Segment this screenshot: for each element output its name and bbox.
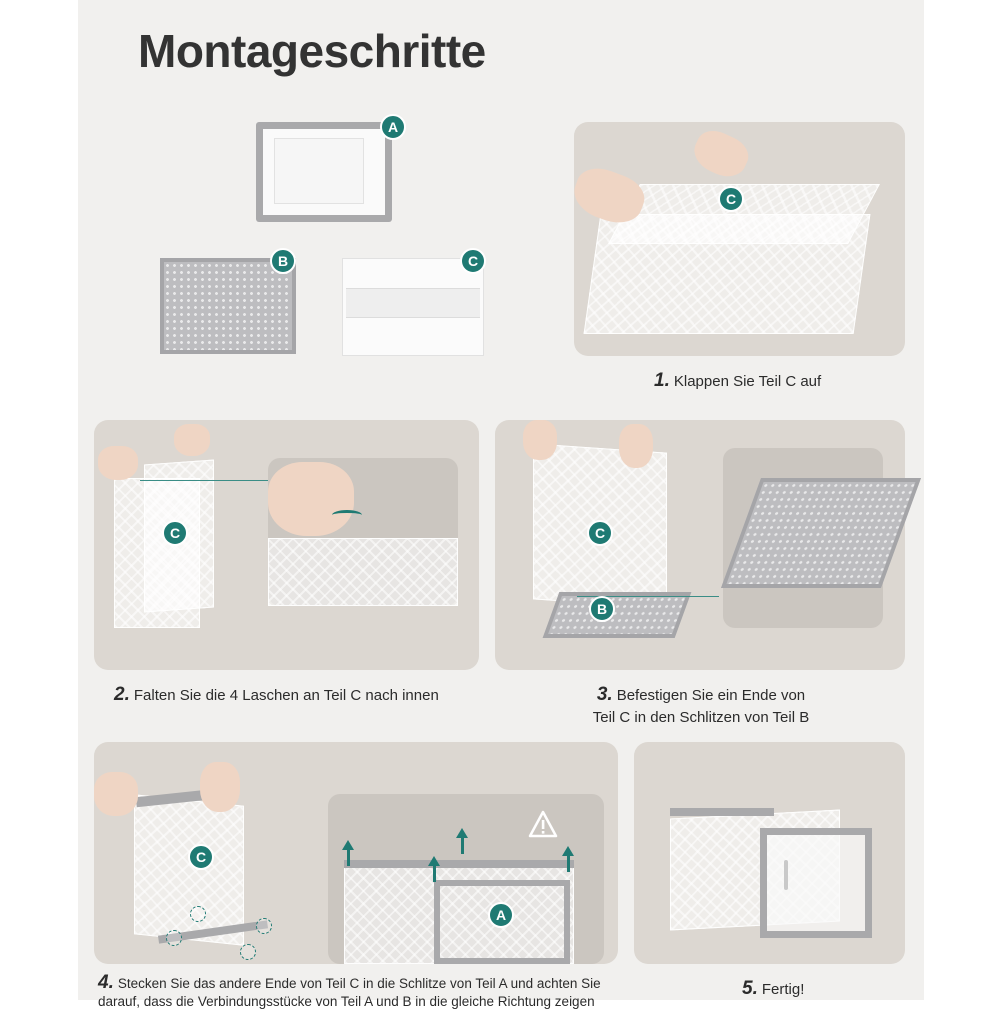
step3-caption [576,684,826,729]
part-c-badge: C [460,248,486,274]
hand-left [98,446,138,480]
step2-caption [114,684,439,707]
instruction-sheet [78,0,924,1009]
part-a-illustration [256,119,399,222]
step4-badge-a: A [488,902,514,928]
step5-panel [634,742,905,964]
step5-text: Fertig! [761,981,805,998]
hand-right [200,762,240,812]
page-title: Montageschritte [138,25,486,77]
step1-caption [654,370,821,393]
step4-text-line2: darauf, dass die Verbindungsstücke von Teil A und B in die gleiche Richtung zeigen [98,994,595,1009]
step2-detail-inset [268,458,458,606]
step2-text: Falten Sie die 4 Laschen an Teil C nach innen [133,687,439,704]
step1-text: Klappen Sie Teil C auf [673,373,822,390]
step5-number: 5. [742,978,758,999]
hand-left [94,772,138,816]
step4-text-line1: Stecken Sie das andere Ende von Teil C in die Schlitze von Teil A und achten Sie [117,976,601,991]
part-a-badge: A [380,114,406,140]
step3-text-line1: Befestigen Sie ein Ende von [616,687,806,704]
hand-right [619,424,653,468]
step3-number: 3. [596,684,613,705]
hand-right [174,424,210,456]
step3-detail-inset [723,448,883,628]
step5-caption [742,978,804,1001]
step3-text-line2: Teil C in den Schlitzen von Teil B [592,709,810,726]
step1-panel [574,122,905,356]
step4-panel [94,742,618,964]
step3-panel [495,420,905,670]
step3-badge-b: B [589,596,615,622]
step2-badge: C [162,520,188,546]
step4-badge-c: C [188,844,214,870]
part-b-badge: B [270,248,296,274]
step4-number: 4. [98,972,114,993]
step3-badge-c: C [587,520,613,546]
hand-right [688,124,754,183]
step2-panel [94,420,479,670]
step2-number: 2. [114,684,130,705]
step4-caption [98,974,638,1011]
step1-badge: C [718,186,744,212]
step4-detail-inset [328,794,604,964]
step1-number: 1. [654,370,670,391]
part-c-illustration [342,253,484,356]
part-b-illustration [160,253,296,354]
warning-triangle-icon [528,810,558,838]
hand-left [523,420,557,460]
